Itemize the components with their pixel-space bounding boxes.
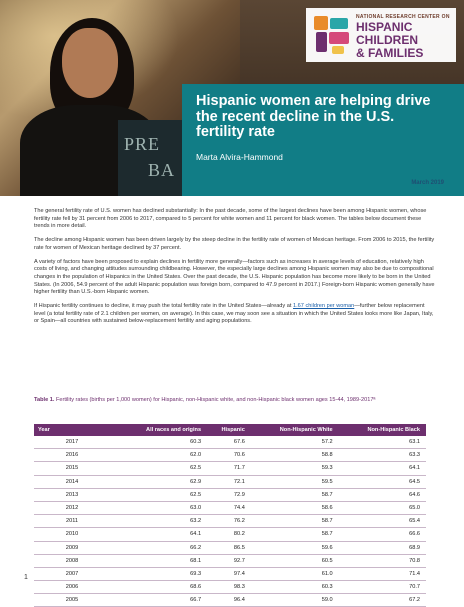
table-row <box>34 449 426 462</box>
table-cell: 70.7 <box>339 581 426 594</box>
table-cell: 76.2 <box>207 515 251 528</box>
table-cell: 62.0 <box>116 449 207 462</box>
table-cell: 2014 <box>34 475 116 488</box>
table-cell: 98.3 <box>207 581 251 594</box>
table-cell: 69.3 <box>116 567 207 580</box>
table-cell: 64.1 <box>339 462 426 475</box>
col-header-black: Non-Hispanic Black <box>367 427 420 433</box>
fertility-table <box>34 424 426 607</box>
logo-children: CHILDREN <box>356 33 418 47</box>
table-row <box>34 581 426 594</box>
table-header-row <box>34 424 426 436</box>
table-cell: 62.5 <box>116 488 207 501</box>
table-cell: 2012 <box>34 501 116 514</box>
table-cell: 58.6 <box>251 501 339 514</box>
fertility-rate-link[interactable]: 1.67 children per woman <box>293 303 355 310</box>
table-cell: 2015 <box>34 462 116 475</box>
table-cell: 59.5 <box>251 475 339 488</box>
table-cell: 66.6 <box>339 528 426 541</box>
table-row <box>34 515 426 528</box>
report-title: Hispanic women are helping drive the recent decline in the U.S. fertility rate <box>196 93 431 140</box>
table-cell: 2007 <box>34 567 116 580</box>
table-cell: 71.7 <box>207 462 251 475</box>
table-caption-text: Fertility rates (births per 1,000 women) for Hispanic, non-Hispanic white, and non-Hispanic black women ages 15-44, 1989-2017ª <box>54 397 376 403</box>
table-cell: 2017 <box>34 436 116 449</box>
table-cell: 60.5 <box>251 554 339 567</box>
table-cell: 2011 <box>34 515 116 528</box>
table-row <box>34 462 426 475</box>
page-number: 1 <box>24 574 28 581</box>
table-cell: 74.4 <box>207 501 251 514</box>
table-cell: 66.2 <box>116 541 207 554</box>
table-row <box>34 488 426 501</box>
table-row <box>34 554 426 567</box>
table-cell: 2009 <box>34 541 116 554</box>
table-row <box>34 501 426 514</box>
table-label: Table 1. <box>34 397 55 403</box>
table-cell: 64.1 <box>116 528 207 541</box>
table-cell: 68.6 <box>116 581 207 594</box>
table-cell: 72.1 <box>207 475 251 488</box>
table-cell: 63.0 <box>116 501 207 514</box>
table-cell: 92.7 <box>207 554 251 567</box>
table-row <box>34 594 426 607</box>
table-cell: 58.7 <box>251 515 339 528</box>
table-cell: 60.3 <box>116 436 207 449</box>
table-body <box>34 436 426 607</box>
logo-org-line: NATIONAL RESEARCH CENTER ON <box>356 14 450 20</box>
logo-families: & FAMILIES <box>356 46 424 60</box>
table-cell: 58.8 <box>251 449 339 462</box>
table-row <box>34 475 426 488</box>
table-row <box>34 436 426 449</box>
table-cell: 58.7 <box>251 488 339 501</box>
table-caption <box>34 397 436 405</box>
table-cell: 80.2 <box>207 528 251 541</box>
col-header-all: All races and origins <box>146 427 202 433</box>
table-cell: 60.3 <box>251 581 339 594</box>
table-row <box>34 567 426 580</box>
table-cell: 86.5 <box>207 541 251 554</box>
logo-hispanic: HISPANIC <box>356 20 413 34</box>
table-cell: 67.2 <box>339 594 426 607</box>
table-cell: 70.6 <box>207 449 251 462</box>
table-cell: 2013 <box>34 488 116 501</box>
table-cell: 65.4 <box>339 515 426 528</box>
table-cell: 97.4 <box>207 567 251 580</box>
table-cell: 68.9 <box>339 541 426 554</box>
woman-face <box>62 28 118 98</box>
col-header-year: Year <box>38 427 50 433</box>
table-cell: 59.6 <box>251 541 339 554</box>
paragraph-3: A variety of factors have been proposed to explain declines in fertility more generally—factors such as increases in average levels of education, relatively high costs of living, and changing attitudes surrounding childbearing. However, the especially large declines among Hispanic women may also be due to compositional changes in the population of Hispanics in the United States. Over the past decade, the U.S. Hispanic population has become more likely to be born in the United States. (In 2006, 54.9 percent of the adult Hispanic population was foreign born, compared to 47.9 percent in 2017.) Foreign-born Hispanic women generally have higher fertility than U.S.-born Hispanic women. <box>34 258 435 296</box>
table-cell: 65.0 <box>339 501 426 514</box>
table-cell: 72.9 <box>207 488 251 501</box>
table-cell: 68.1 <box>116 554 207 567</box>
paragraph-1: The general fertility rate of U.S. women has declined substantially: In the past decade, some of the largest declines have been among Hispanic women, whose fertility rate fell by 31 percent from 2006 to 2017, compared to 5 percent for white women and 11 percent for black women. The tables below document these trends in more detail. <box>34 208 427 230</box>
table-cell: 58.7 <box>251 528 339 541</box>
sign-text-1: PRE <box>124 134 161 154</box>
table-cell: 64.5 <box>339 475 426 488</box>
table-cell: 63.1 <box>339 436 426 449</box>
col-header-white: Non-Hispanic White <box>279 427 333 433</box>
table-cell: 62.5 <box>116 462 207 475</box>
table-cell: 2005 <box>34 594 116 607</box>
nrc-logo <box>306 8 456 62</box>
table-cell: 59.0 <box>251 594 339 607</box>
report-author: Marta Alvira-Hammond <box>196 152 283 162</box>
table-cell: 2006 <box>34 581 116 594</box>
sign-text-2: BA <box>148 160 176 180</box>
table-cell: 64.6 <box>339 488 426 501</box>
table-row <box>34 528 426 541</box>
table-cell: 2010 <box>34 528 116 541</box>
table-cell: 63.3 <box>339 449 426 462</box>
logo-mark-icon <box>312 14 352 56</box>
table-cell: 2016 <box>34 449 116 462</box>
paragraph-4 <box>34 303 436 326</box>
table-row <box>34 541 426 554</box>
table-cell: 59.3 <box>251 462 339 475</box>
table-cell: 66.7 <box>116 594 207 607</box>
table-cell: 70.8 <box>339 554 426 567</box>
table-cell: 61.0 <box>251 567 339 580</box>
paragraph-2: The decline among Hispanic women has been driven largely by the steep decline in the fertility rate of women of Mexican heritage. From 2006 to 2015, the fertility rate for women of Mexican heritage declined by 37 percent. <box>34 237 435 251</box>
table-cell: 67.6 <box>207 436 251 449</box>
table-cell: 96.4 <box>207 594 251 607</box>
col-header-hispanic: Hispanic <box>221 427 245 433</box>
body-text <box>34 208 436 332</box>
table-cell: 2008 <box>34 554 116 567</box>
report-date: March 2019 <box>411 180 444 186</box>
table-cell: 57.2 <box>251 436 339 449</box>
table-cell: 63.2 <box>116 515 207 528</box>
table-cell: 71.4 <box>339 567 426 580</box>
paragraph-4-start: If Hispanic fertility continues to decline, it may push the total fertility rate in the United States—already at <box>34 303 293 310</box>
paragraph-4-end: —further below replacement level (a total fertility rate of 2.1 children per women, on average). In this case, we may soon see a situation in which the United States looks more like Japan, Italy, or Spain—all countries with sustained below-replacement fertility and aging populations. <box>34 303 434 325</box>
table-cell: 62.9 <box>116 475 207 488</box>
